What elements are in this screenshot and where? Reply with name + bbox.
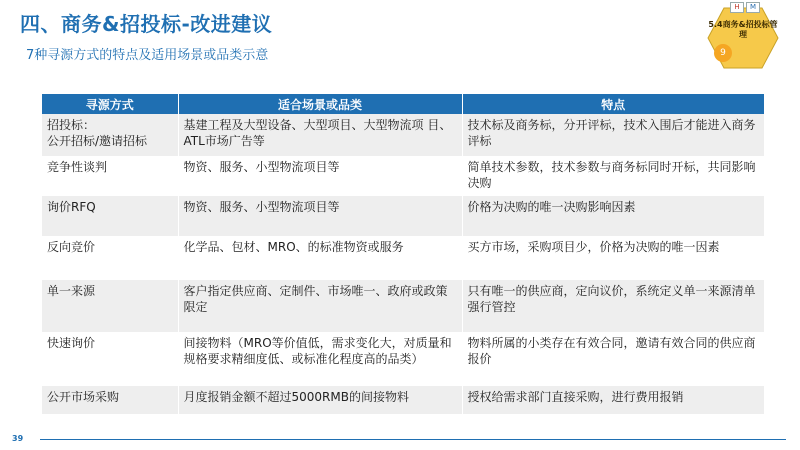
table-cell-method: 公开市场采购	[42, 386, 178, 414]
method-line-1: 招投标：	[47, 118, 96, 132]
table-cell-method: 反向竞价	[42, 236, 178, 280]
badge-number: 9	[714, 44, 732, 62]
table-cell-method	[42, 114, 178, 156]
sourcing-methods-table	[42, 94, 764, 414]
page-number: 39	[12, 434, 24, 443]
table-cell-features: 简单技术参数，技术参数与商务标同时开标，共同影响决购	[462, 156, 764, 196]
table-cell-features: 技术标及商务标，分开评标，技术入围后才能进入商务评标	[462, 114, 764, 156]
table-row	[42, 332, 764, 386]
table-row	[42, 280, 764, 332]
method-line-2: 公开招标/邀请招标	[47, 134, 148, 148]
table-cell-method: 询价RFQ	[42, 196, 178, 236]
table-row	[42, 196, 764, 236]
badge-label: 5.4商务&招投标管理	[708, 20, 778, 39]
badge-m-tag: M	[746, 2, 760, 13]
table-cell-features: 只有唯一的供应商，定向议价，系统定义单一来源清单强行管控	[462, 280, 764, 332]
table-cell-features: 授权给需求部门直接采购，进行费用报销	[462, 386, 764, 414]
table-cell-scenario: 基建工程及大型设备、大型项目、大型物流项 目、ATL市场广告等	[178, 114, 462, 156]
table-row	[42, 386, 764, 414]
table-cell-features: 买方市场，采购项目少，价格为决购的唯一因素	[462, 236, 764, 280]
table-cell-scenario: 化学品、包材、MRO、的标准物资或服务	[178, 236, 462, 280]
table-row	[42, 156, 764, 196]
badge-h-tag: H	[730, 2, 744, 13]
page-title: 四、商务&招投标-改进建议	[20, 12, 273, 36]
section-badge	[706, 3, 780, 70]
footer-divider	[40, 439, 786, 440]
table-cell-scenario: 客户指定供应商、定制件、市场唯一、政府或政策限定	[178, 280, 462, 332]
table-cell-method: 竞争性谈判	[42, 156, 178, 196]
table-header-row	[42, 94, 764, 114]
table-cell-features: 物料所属的小类存在有效合同，邀请有效合同的供应商报价	[462, 332, 764, 386]
table-cell-method: 快速询价	[42, 332, 178, 386]
table-cell-scenario: 物资、服务、小型物流项目等	[178, 156, 462, 196]
column-header-method: 寻源方式	[42, 94, 178, 114]
table-cell-scenario: 月度报销金额不超过5000RMB的间接物料	[178, 386, 462, 414]
page-subtitle: 7种寻源方式的特点及适用场景或品类示意	[26, 48, 269, 63]
column-header-features: 特点	[462, 94, 764, 114]
table-row	[42, 114, 764, 156]
table-cell-features: 价格为决购的唯一决购影响因素	[462, 196, 764, 236]
column-header-scenario: 适合场景或品类	[178, 94, 462, 114]
table-cell-scenario: 物资、服务、小型物流项目等	[178, 196, 462, 236]
table-cell-method: 单一来源	[42, 280, 178, 332]
table-cell-scenario: 间接物料（MRO等价值低，需求变化大，对质量和规格要求精细度低、或标准化程度高的品类）	[178, 332, 462, 386]
table-row	[42, 236, 764, 280]
